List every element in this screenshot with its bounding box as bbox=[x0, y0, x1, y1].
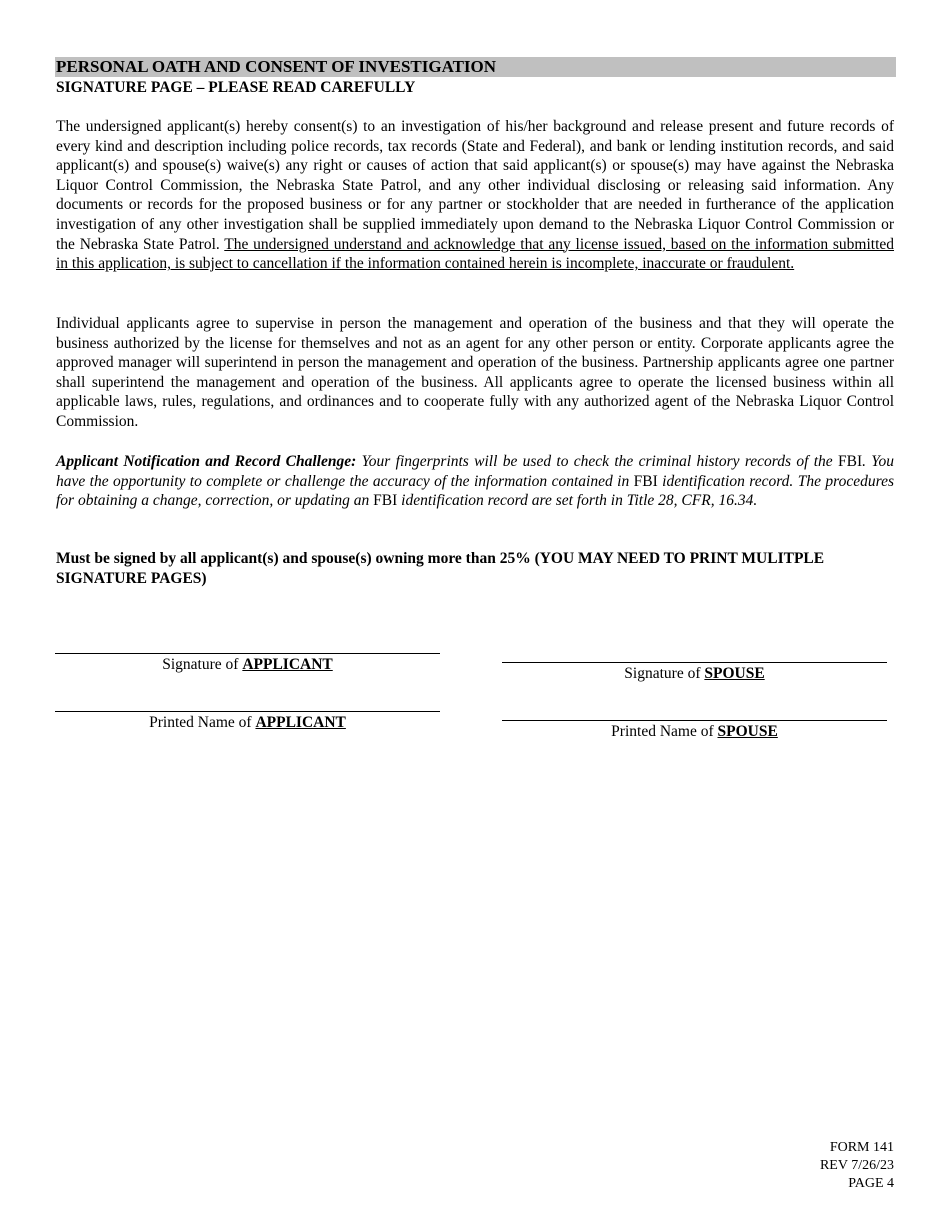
spouse-role-label-2: SPOUSE bbox=[717, 723, 778, 740]
form-number: FORM 141 bbox=[829, 1140, 894, 1155]
spouse-printed-name-caption bbox=[502, 722, 887, 742]
fbi-text-3: FBI bbox=[373, 492, 398, 510]
spouse-role-label: SPOUSE bbox=[704, 665, 765, 682]
notification-text-4: identification record are set forth in Title 28, CFR, 16.34. bbox=[397, 492, 758, 510]
consent-paragraph bbox=[56, 117, 894, 274]
notification-text-1: Your fingerprints will be used to check the criminal history records of the bbox=[356, 453, 838, 470]
applicant-signature-prefix: Signature of bbox=[162, 656, 243, 673]
applicant-signature-line[interactable] bbox=[55, 653, 440, 654]
supervision-paragraph: Individual applicants agree to supervise in person the management and operation of the business and that they will operate the business authorized by the license for themselves and not as an agent for any other person or entity. Corporate applicants agree the approved manager will superintend in person the management and operation of the business. Partnership applicants agree one partner shall superintend the management and operation of the business. All applicants agree to operate the licensed business within all applicable laws, rules, regulations, and ordinances and to cooperate fully with any authorized agent of the Nebraska Liquor Control Commission. bbox=[56, 315, 894, 430]
spouse-signature-prefix: Signature of bbox=[624, 665, 705, 682]
applicant-printed-name-line[interactable] bbox=[55, 711, 440, 712]
spouse-signature-line[interactable] bbox=[502, 662, 887, 663]
page-subtitle: SIGNATURE PAGE – PLEASE READ CAREFULLY bbox=[56, 79, 416, 96]
page-number: PAGE 4 bbox=[848, 1176, 894, 1191]
spouse-printed-name-line[interactable] bbox=[502, 720, 887, 721]
notification-text-3: identification record. The procedures for obtaining a change, correction, or updating an bbox=[56, 472, 894, 510]
applicant-role-label: APPLICANT bbox=[242, 656, 333, 673]
applicant-printed-name-caption bbox=[55, 713, 440, 733]
fbi-text-2: FBI bbox=[633, 472, 658, 490]
fbi-text-1: FBI bbox=[837, 453, 863, 470]
acknowledgement-text: The undersigned understand and acknowledge that any license issued, based on the information submitted in this application, is subject to cancellation if the information contained herein is incomplete, inaccurate or fraudulent. bbox=[56, 235, 895, 273]
page-title: PERSONAL OATH AND CONSENT OF INVESTIGATION bbox=[55, 57, 896, 77]
applicant-name-prefix: Printed Name of bbox=[149, 714, 256, 731]
spouse-signature-caption bbox=[502, 664, 887, 684]
form-revision: REV 7/26/23 bbox=[819, 1158, 894, 1173]
spouse-name-prefix: Printed Name of bbox=[611, 723, 718, 740]
signature-requirement: Must be signed by all applicant(s) and spouse(s) owning more than 25% (YOU MAY NEED TO PRINT MULITPLE SIGNATURE PAGES) bbox=[56, 550, 825, 587]
consent-text: The undersigned applicant(s) hereby consent(s) to an investigation of his/her background and release present and future records of every kind and description including police records, tax records (State and Federal), and bank or lending institution records, and said applicant(s) and spouse(s) waive(s) any right or causes of action that said applicant(s) or spouse(s) may have against the Nebraska Liquor Control Commission, the Nebraska State Patrol, and any other individual disclosing or releasing said information. Any documents or records for the proposed business or for any partner or stockholder that are needed in furtherance of the application investigation of any other investigation shall be supplied immediately upon demand to the Nebraska Liquor Control Commission or the Nebraska State Patrol. bbox=[56, 118, 894, 253]
notification-text-2: . You have the opportunity to complete or challenge the accuracy of the information contained in bbox=[56, 453, 894, 490]
applicant-role-label-2: APPLICANT bbox=[255, 714, 346, 731]
form-footer bbox=[780, 1139, 894, 1193]
applicant-signature-caption bbox=[55, 655, 440, 675]
notification-heading: Applicant Notification and Record Challenge: bbox=[56, 453, 357, 470]
notification-paragraph bbox=[56, 452, 894, 511]
